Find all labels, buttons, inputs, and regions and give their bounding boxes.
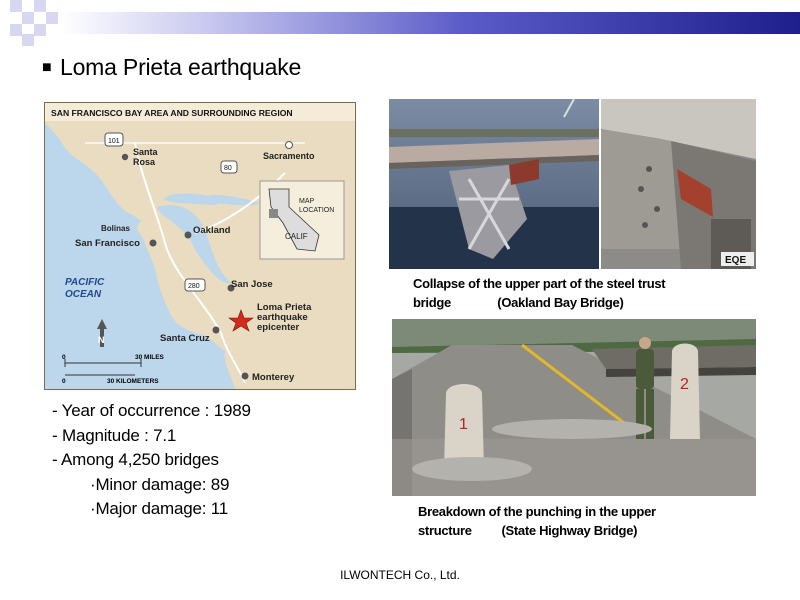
- city-santa-cruz: Santa Cruz: [160, 333, 210, 344]
- city-santa-rosa: Santa: [133, 147, 158, 157]
- footer-company: ILWONTECH Co., Ltd.: [340, 568, 460, 582]
- slide-title-row: [42, 54, 301, 81]
- ocean-label: PACIFIC: [65, 277, 105, 288]
- svg-text:0: 0: [62, 354, 66, 361]
- city-monterey: Monterey: [252, 372, 295, 383]
- slide-title: Loma Prieta earthquake: [60, 54, 302, 80]
- city-sacramento: Sacramento: [263, 151, 315, 161]
- city-bolinas: Bolinas: [101, 224, 130, 233]
- svg-text:80: 80: [224, 165, 232, 172]
- fact-bridges: - Among 4,250 bridges: [52, 450, 219, 469]
- inset-label: MAP: [299, 198, 315, 205]
- svg-text:30 KILOMETERS: 30 KILOMETERS: [107, 378, 159, 385]
- header-gradient-bar: [60, 12, 800, 34]
- svg-text:30 MILES: 30 MILES: [135, 354, 164, 361]
- svg-text:0: 0: [62, 378, 66, 385]
- fact-year: - Year of occurrence : 1989: [52, 401, 251, 420]
- svg-text:N: N: [98, 335, 105, 345]
- city-san-jose: San Jose: [231, 279, 273, 290]
- svg-text:LOCATION: LOCATION: [299, 207, 335, 214]
- svg-text:280: 280: [188, 283, 200, 290]
- square-bullet-icon: ■: [42, 59, 52, 76]
- bay-area-map: [44, 102, 356, 390]
- concrete-post-1: [444, 384, 484, 469]
- svg-text:Rosa: Rosa: [133, 157, 156, 167]
- svg-text:101: 101: [108, 138, 120, 145]
- bridge-collapse-photo: [389, 99, 599, 269]
- concrete-post-2: [670, 344, 700, 440]
- svg-text:2: 2: [680, 376, 689, 393]
- map-heading: SAN FRANCISCO BAY AREA AND SURROUNDING REGION: [51, 108, 293, 118]
- city-san-francisco: San Francisco: [75, 238, 140, 249]
- city-oakland: Oakland: [193, 225, 231, 236]
- fact-magnitude: - Magnitude : 7.1: [52, 425, 177, 445]
- bridge-joint-closeup-photo: [601, 99, 756, 269]
- eqe-watermark: EQE: [725, 255, 747, 266]
- bridge-photo-caption: Collapse of the upper part of the steel trust bridge (Oakland Bay Bridge): [413, 276, 666, 310]
- highway-101-shield: [105, 133, 123, 146]
- highway-80-shield: [221, 161, 237, 173]
- highway-photo-caption: Breakdown of the punching in the upper structure (State Highway Bridge): [418, 504, 656, 538]
- highway-bridge-photo: [392, 319, 756, 496]
- highway-280-shield: [185, 279, 205, 291]
- svg-text:1: 1: [459, 416, 468, 433]
- svg-text:CALIF: CALIF: [285, 232, 308, 241]
- fact-minor-damage: ·Minor damage: 89: [90, 474, 230, 494]
- svg-text:OCEAN: OCEAN: [65, 289, 102, 300]
- earthquake-facts: [52, 399, 251, 522]
- fact-major-damage: ·Major damage: 11: [90, 499, 229, 518]
- svg-text:earthquake: earthquake: [257, 312, 308, 323]
- svg-text:epicenter: epicenter: [257, 322, 300, 333]
- epicenter-label: Loma Prieta: [257, 302, 312, 313]
